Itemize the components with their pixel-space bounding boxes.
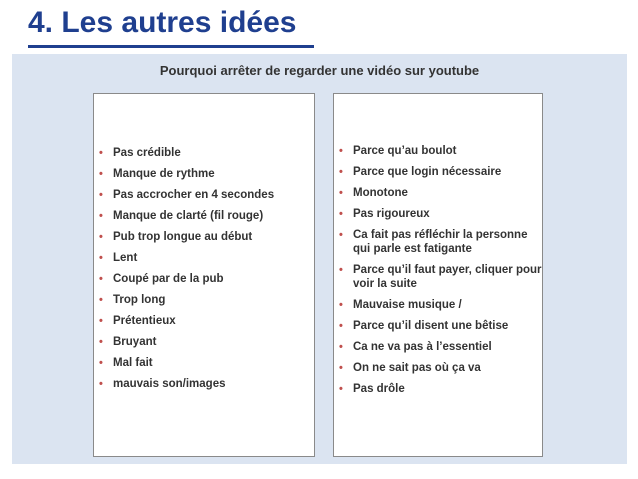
list-item-text: Parce qu’il faut payer, cliquer pour voir la suite [353,264,542,290]
list-item [339,298,543,312]
slide-subtitle: Pourquoi arrêter de regarder une vidéo sur youtube [159,63,480,78]
bullet-icon: • [99,294,103,306]
content-panel [12,54,627,464]
list-item-text: Parce qu’au boulot [353,145,457,157]
list-item-text: Pas crédible [113,147,181,159]
list-item-text: Manque de clarté (fil rouge) [113,210,264,222]
bullet-icon: • [339,229,343,241]
bullet-icon: • [99,231,103,243]
bullet-icon: • [339,264,343,276]
right-ideas-box [333,93,543,457]
list-item [99,167,274,181]
list-item [339,186,543,200]
bullet-icon: • [99,336,103,348]
bullet-icon: • [339,320,343,332]
list-item-text: Coupé par de la pub [113,273,224,285]
list-item-text: Pas accrocher en 4 secondes [113,189,275,201]
list-item-text: mauvais son/images [113,378,226,390]
left-ideas-list [99,146,274,398]
list-item-text: Pas drôle [353,383,405,395]
bullet-icon: • [339,383,343,395]
list-item [99,209,274,223]
bullet-icon: • [99,378,103,390]
list-item [339,207,543,221]
list-item [339,165,543,179]
list-item [339,228,543,256]
left-ideas-box [93,93,315,457]
list-item [339,340,543,354]
bullet-icon: • [339,187,343,199]
list-item-text: Parce qu’il disent une bêtise [353,320,509,332]
list-item-text: Pas rigoureux [353,208,430,220]
list-item-text: Manque de rythme [113,168,215,180]
list-item [99,146,274,160]
bullet-icon: • [99,189,103,201]
list-item [339,361,543,375]
list-item [99,272,274,286]
bullet-icon: • [99,168,103,180]
list-item [339,263,543,291]
list-item-text: Ca fait pas réfléchir la personne qui parle est fatigante [353,229,528,255]
bullet-icon: • [99,210,103,222]
title-underline [28,45,314,48]
list-item-text: Parce que login nécessaire [353,166,502,178]
list-item-text: Prétentieux [113,315,176,327]
list-item-text: Pub trop longue au début [113,231,253,243]
list-item-text: Ca ne va pas à l’essentiel [353,341,492,353]
list-item-text: Mal fait [113,357,153,369]
list-item [99,377,274,391]
list-item [339,382,543,396]
list-item [339,319,543,333]
list-item-text: Trop long [113,294,166,306]
list-item [99,335,274,349]
list-item [99,230,274,244]
list-item [99,314,274,328]
bullet-icon: • [99,315,103,327]
bullet-icon: • [339,208,343,220]
bullet-icon: • [339,299,343,311]
list-item [99,188,274,202]
list-item [339,144,543,158]
list-item-text: Bruyant [113,336,157,348]
bullet-icon: • [339,341,343,353]
list-item [99,356,274,370]
bullet-icon: • [99,252,103,264]
bullet-icon: • [339,362,343,374]
bullet-icon: • [339,145,343,157]
bullet-icon: • [99,273,103,285]
slide-title: 4. Les autres idées [28,6,297,39]
list-item-text: Monotone [353,187,408,199]
list-item-text: On ne sait pas où ça va [353,362,481,374]
bullet-icon: • [339,166,343,178]
list-item-text: Lent [113,252,138,264]
bullet-icon: • [99,147,103,159]
right-ideas-list [339,144,543,403]
list-item [99,251,274,265]
list-item [99,293,274,307]
bullet-icon: • [99,357,103,369]
list-item-text: Mauvaise musique / [353,299,462,311]
